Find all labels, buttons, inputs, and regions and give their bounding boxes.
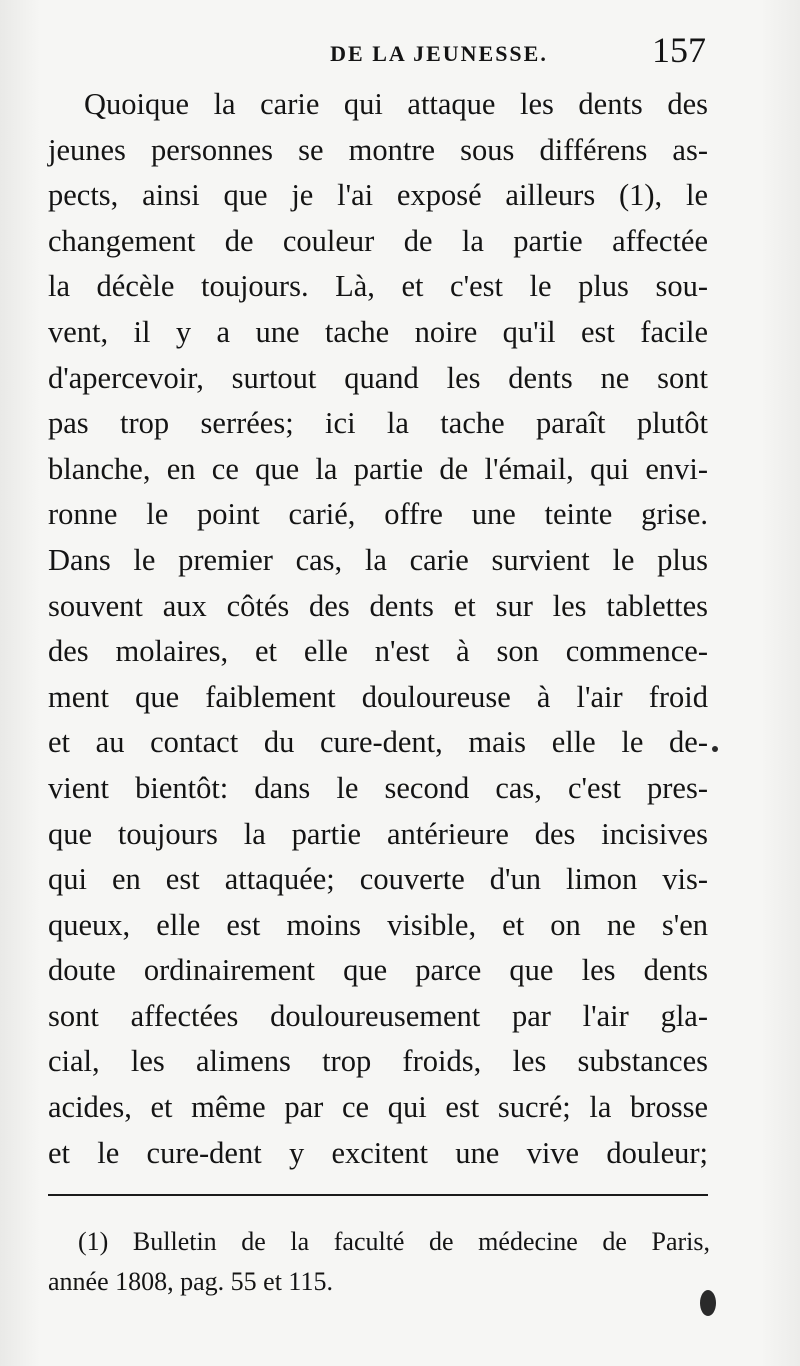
text-line: Dans le premier cas, la carie survient le plus — [48, 542, 708, 577]
footnote-line: (1) Bulletin de la faculté de médecine de Paris, — [78, 1227, 710, 1256]
footnote — [48, 1222, 710, 1302]
text-line: d'apercevoir, surtout quand les dents ne sont — [48, 360, 708, 395]
text-line: ment que faiblement douloureuse à l'air froid — [48, 679, 708, 714]
body-text — [48, 82, 708, 1176]
ink-speck — [712, 746, 718, 752]
text-line: ronne le point carié, offre une teinte grise. — [48, 497, 708, 532]
footnote-line: année 1808, pag. 55 et 115. — [48, 1267, 333, 1296]
text-line: la décèle toujours. Là, et c'est le plus sou- — [48, 269, 708, 304]
text-line: souvent aux côtés des dents et sur les tablettes — [48, 588, 708, 623]
text-line: et le cure-dent y excitent une vive douleur; — [48, 1135, 708, 1170]
text-line: vent, il y a une tache noire qu'il est facile — [48, 314, 708, 349]
text-line: queux, elle est moins visible, et on ne s'en — [48, 907, 708, 942]
text-line: changement de couleur de la partie affectée — [48, 223, 708, 258]
text-line: blanche, en ce que la partie de l'émail, qui envi- — [48, 451, 708, 486]
page-number: 157 — [652, 30, 706, 70]
text-line: et au contact du cure-dent, mais elle le de- — [48, 725, 708, 760]
text-line: qui en est attaquée; couverte d'un limon vis- — [48, 862, 708, 897]
running-header — [48, 34, 710, 74]
running-header-title: DE LA JEUNESSE. — [330, 41, 548, 66]
text-line: jeunes personnes se montre sous différens as- — [48, 132, 708, 167]
ink-speck — [700, 1290, 716, 1316]
text-line: pas trop serrées; ici la tache paraît plutôt — [48, 406, 708, 441]
footnote-divider — [48, 1194, 708, 1196]
text-line: sont affectées douloureusement par l'air gla- — [48, 998, 708, 1033]
text-line: doute ordinairement que parce que les dents — [48, 953, 708, 988]
text-line: pects, ainsi que je l'ai exposé ailleurs (1), le — [48, 178, 708, 213]
text-line: cial, les alimens trop froids, les substances — [48, 1044, 708, 1079]
text-line: des molaires, et elle n'est à son commence- — [48, 634, 708, 669]
text-line: vient bientôt: dans le second cas, c'est pres- — [48, 770, 708, 805]
text-line: que toujours la partie antérieure des incisives — [48, 816, 708, 851]
text-line: acides, et même par ce qui est sucré; la brosse — [48, 1090, 708, 1125]
text-line: Quoique la carie qui attaque les dents des — [84, 87, 708, 121]
